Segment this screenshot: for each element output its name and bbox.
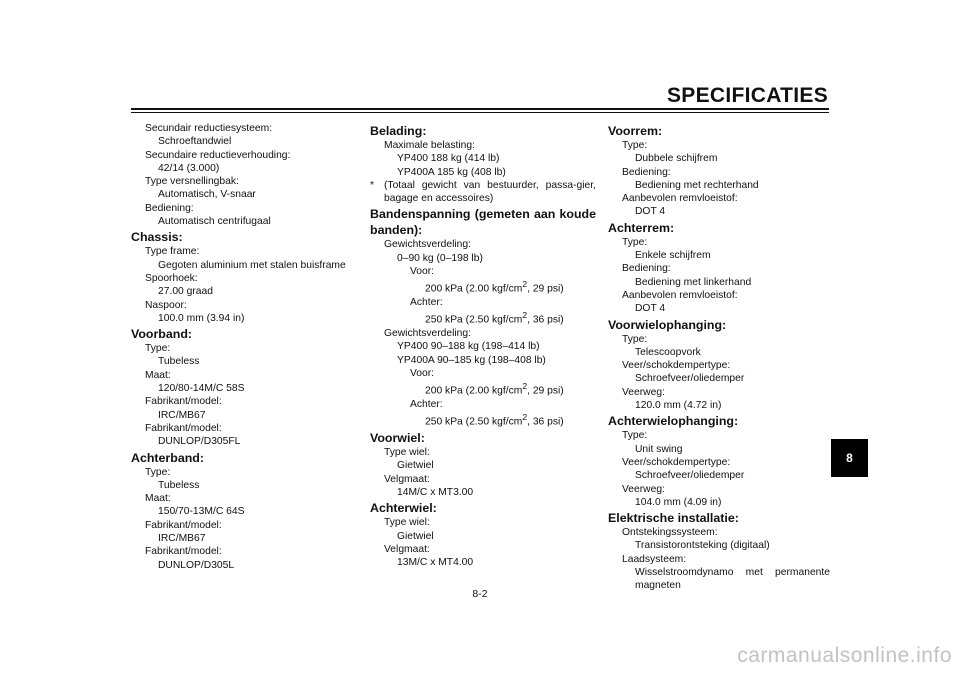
spec-label: Naspoor:	[145, 299, 187, 311]
spec-label: Secundaire reductieverhouding:	[145, 149, 291, 161]
spec-value: Dubbele schijfrem	[635, 153, 718, 165]
spec-label: Type:	[622, 333, 648, 345]
spec-value: Schroefveer/oliedemper	[635, 373, 745, 385]
spec-value: YP400A 185 kg (408 lb)	[397, 166, 506, 178]
spec-value: DOT 4	[635, 206, 666, 218]
spec-label: Type:	[145, 466, 171, 478]
spec-value: 100.0 mm (3.94 in)	[158, 312, 245, 324]
pressure-text: 200 kPa (2.00 kgf/cm	[425, 283, 523, 295]
spec-label: Ontstekingssysteem:	[622, 527, 718, 539]
spec-value: Schroefveer/oliedemper	[635, 470, 745, 482]
footnote-text: (Totaal gewicht van bestuurder, passa-gier, bagage en accessoires)	[384, 179, 596, 205]
spec-label: Secundair reductiesysteem:	[145, 123, 273, 134]
spec-value: IRC/MB67	[158, 533, 206, 545]
spec-value: YP400A 90–185 kg (198–408 lb)	[397, 354, 546, 366]
pressure-text: , 29 psi)	[527, 283, 564, 295]
spec-value: Automatisch, V-snaar	[158, 189, 256, 201]
section-heading-voorband: Voorband:	[131, 327, 193, 342]
pressure-text: 250 kPa (2.50 kgf/cm	[425, 314, 523, 326]
section-heading-voorwiel: Voorwiel:	[370, 431, 425, 446]
spec-label: Veerweg:	[622, 483, 665, 495]
spec-value	[370, 380, 596, 398]
spec-label: Fabrikant/model:	[145, 546, 222, 558]
page-number: 8-2	[472, 588, 488, 600]
spec-value: Schroeftandwiel	[158, 136, 232, 148]
spec-label: Bediening:	[622, 166, 671, 178]
spec-value: Bediening met linkerhand	[635, 276, 752, 288]
pressure-text: , 36 psi)	[527, 416, 564, 428]
section-heading-belading: Belading:	[370, 124, 427, 138]
spec-label: Maat:	[145, 493, 171, 505]
section-heading-achterrem: Achterrem:	[608, 220, 675, 235]
spec-label: Type wiel:	[384, 447, 430, 459]
spec-value: 42/14 (3.000)	[158, 162, 220, 174]
spec-label: Spoorhoek:	[145, 272, 198, 284]
superscript: 2	[522, 412, 528, 423]
spec-label: Aanbevolen remvloeistof:	[622, 289, 738, 301]
pressure-text: , 29 psi)	[527, 385, 564, 397]
spec-label: Velgmaat:	[384, 473, 430, 485]
section-heading-chassis: Chassis:	[131, 230, 183, 245]
spec-label: Voor:	[410, 266, 435, 278]
spec-label: Type:	[622, 430, 648, 442]
spec-value: IRC/MB67	[158, 409, 206, 421]
spec-value: 0–90 kg (0–198 lb)	[397, 252, 483, 264]
spec-value: 13M/C x MT4.00	[397, 557, 474, 569]
spec-value: Enkele schijfrem	[635, 250, 711, 262]
spec-label: Voor:	[410, 368, 435, 379]
spec-label: Veer/schokdempertype:	[622, 456, 731, 468]
spec-label: Type:	[622, 236, 648, 248]
spec-value: Unit swing	[635, 443, 683, 455]
spec-value	[370, 309, 596, 327]
pressure-text: 250 kPa (2.50 kgf/cm	[425, 416, 523, 428]
footnote	[370, 179, 596, 206]
spec-column-3	[608, 122, 830, 593]
spec-value: 104.0 mm (4.09 in)	[635, 496, 722, 508]
page-title: SPECIFICATIES	[666, 84, 828, 107]
spec-value: DUNLOP/D305L	[158, 559, 235, 571]
spec-label: Type wiel:	[384, 517, 430, 529]
spec-value	[370, 411, 596, 429]
superscript: 2	[522, 279, 528, 290]
spec-value: Telescoopvork	[635, 346, 701, 358]
section-heading-elektrische-installatie: Elektrische installatie:	[608, 511, 739, 526]
spec-label: Achter:	[410, 297, 443, 309]
spec-value: Automatisch centrifugaal	[158, 216, 271, 228]
spec-value: YP400 90–188 kg (198–414 lb)	[397, 341, 540, 353]
watermark: carmanualsonline.info	[737, 644, 952, 667]
spec-label: Gewichtsverdeling:	[384, 239, 471, 251]
superscript: 2	[522, 381, 528, 392]
spec-value: 14M/C x MT3.00	[397, 486, 474, 498]
spec-label: Type versnellingbak:	[145, 176, 239, 188]
spec-label: Aanbevolen remvloeistof:	[622, 193, 738, 205]
spec-value: 120/80-14M/C 58S	[158, 383, 245, 395]
spec-label: Fabrikant/model:	[145, 422, 222, 434]
spec-value	[370, 278, 596, 296]
spec-label: Fabrikant/model:	[145, 519, 222, 531]
spec-label: Bediening:	[145, 202, 194, 214]
spec-value: YP400 188 kg (414 lb)	[397, 153, 500, 165]
spec-label: Veer/schokdempertype:	[622, 360, 731, 372]
spec-value: Transistorontsteking (digitaal)	[635, 540, 770, 552]
spec-value: Tubeless	[158, 479, 200, 491]
header-rule-thin	[131, 112, 829, 113]
section-heading-achterband: Achterband:	[131, 450, 204, 465]
spec-value: Gietwiel	[397, 530, 434, 542]
spec-value: 120.0 mm (4.72 in)	[635, 400, 722, 412]
spec-label: Gewichtsverdeling:	[384, 328, 471, 340]
spec-label: Type frame:	[145, 246, 200, 258]
spec-label: Type:	[622, 140, 648, 151]
spec-label: Laadsysteem:	[622, 553, 687, 565]
spec-value: DUNLOP/D305FL	[158, 436, 241, 448]
pressure-text: 200 kPa (2.00 kgf/cm	[425, 385, 523, 397]
spec-value: 27.00 graad	[158, 286, 213, 298]
spec-value: Gegoten aluminium met stalen buisframe	[158, 259, 346, 271]
spec-value: Bediening met rechterhand	[635, 179, 759, 191]
header-rule	[131, 108, 829, 110]
spec-label: Maat:	[145, 369, 171, 381]
spec-label: Maximale belasting:	[384, 140, 475, 151]
section-heading-voorwielophanging: Voorwielophanging:	[608, 317, 727, 332]
section-heading-bandenspanning: Bandenspanning (gemeten aan koude banden):	[370, 207, 596, 238]
spec-label: Velgmaat:	[384, 543, 430, 555]
spec-value: Wisselstroomdynamo met permanente magneten	[635, 567, 830, 592]
spec-label: Bediening:	[622, 263, 671, 275]
spec-value: Tubeless	[158, 356, 200, 368]
chapter-tab[interactable]: 8	[831, 439, 868, 477]
spec-column-2	[370, 122, 596, 569]
section-heading-voorrem: Voorrem:	[608, 124, 663, 138]
spec-label: Fabrikant/model:	[145, 396, 222, 408]
spec-column-1	[131, 122, 351, 572]
superscript: 2	[522, 310, 528, 321]
section-heading-achterwielophanging: Achterwielophanging:	[608, 414, 739, 429]
pressure-text: , 36 psi)	[527, 314, 564, 326]
spec-value: 150/70-13M/C 64S	[158, 506, 245, 518]
spec-value: DOT 4	[635, 303, 666, 315]
spec-label: Veerweg:	[622, 386, 665, 398]
footnote-marker: *	[370, 179, 375, 191]
spec-label: Achter:	[410, 399, 443, 411]
spec-label: Type:	[145, 343, 171, 355]
section-heading-achterwiel: Achterwiel:	[370, 501, 437, 516]
spec-value: Gietwiel	[397, 460, 434, 472]
